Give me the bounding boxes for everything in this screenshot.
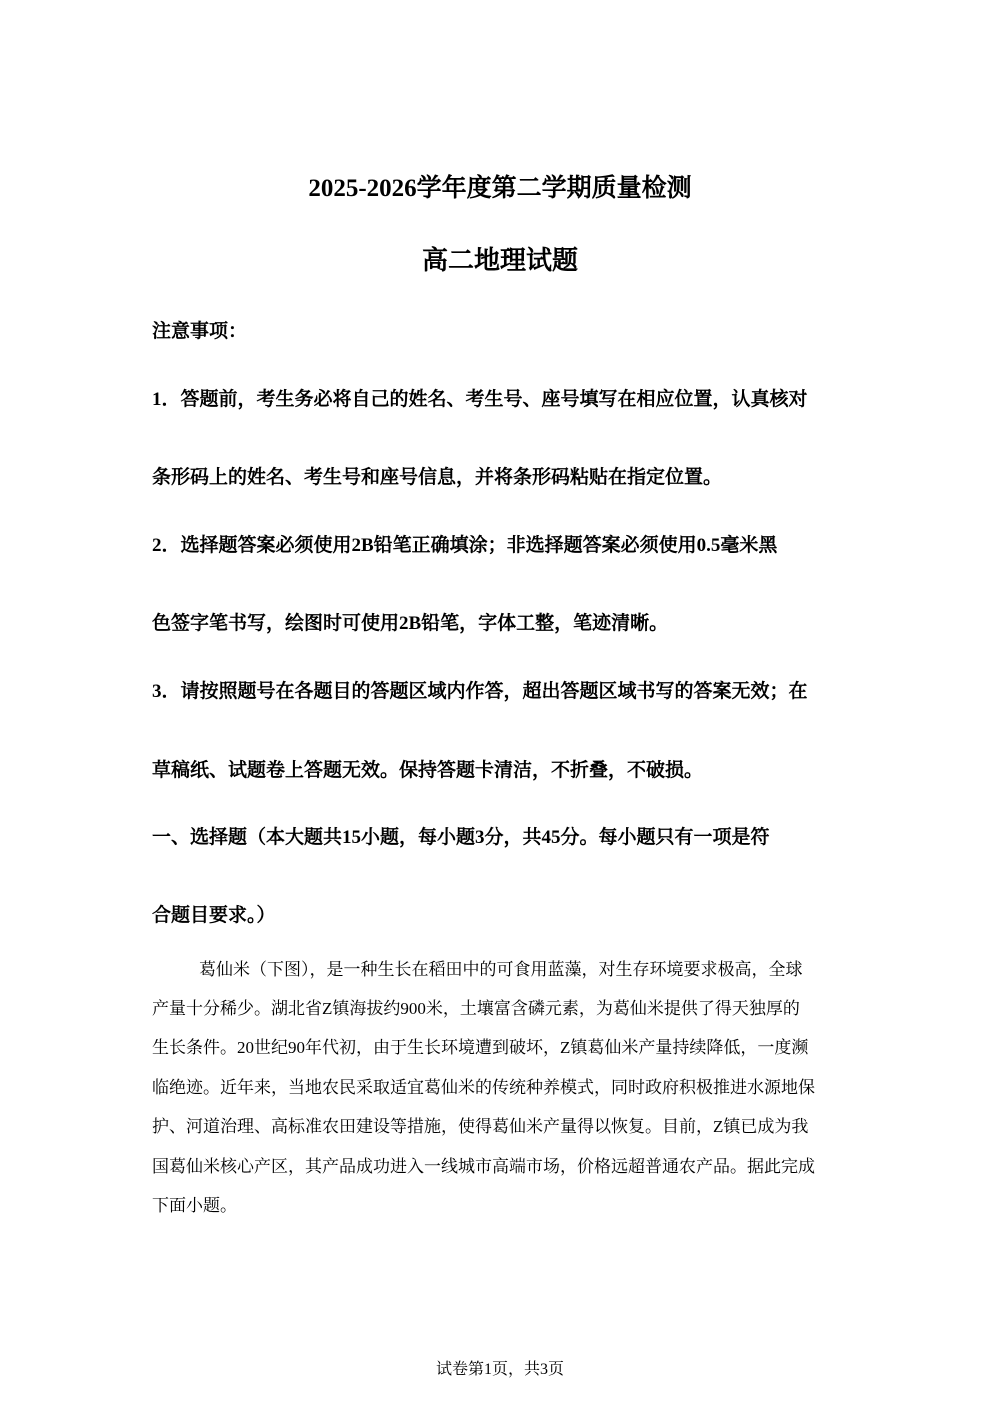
passage-line: 国葛仙米核心产区，其产品成功进入一线城市高端市场，价格远超普通农产品。据此完成 (152, 1157, 815, 1176)
notice-line: 3．请按照题号在各题目的答题区域内作答，超出答题区域书写的答案无效；在 (152, 681, 808, 702)
page-footer: 试卷第1页，共3页 (435, 1361, 564, 1378)
exam-title: 2025-2026学年度第二学期质量检测 (308, 175, 692, 202)
section-heading-line: 合题目要求。） (152, 905, 276, 926)
passage-line: 下面小题。 (152, 1196, 237, 1215)
passage-line: 产量十分稀少。湖北省Z镇海拔约900米，土壤富含磷元素，为葛仙米提供了得天独厚的 (152, 999, 800, 1018)
notice-line: 1．答题前，考生务必将自己的姓名、考生号、座号填写在相应位置，认真核对 (152, 389, 808, 410)
passage-line: 护、河道治理、高标准农田建设等措施，使得葛仙米产量得以恢复。目前，Z镇已成为我 (152, 1117, 809, 1136)
notice-line: 草稿纸、试题卷上答题无效。保持答题卡清洁，不折叠，不破损。 (152, 760, 704, 781)
notice-line: 条形码上的姓名、考生号和座号信息，并将条形码粘贴在指定位置。 (152, 467, 723, 488)
section-heading-line: 一、选择题（本大题共15小题，每小题3分，共45分。每小题只有一项是符 (152, 827, 770, 848)
notice-heading: 注意事项： (152, 321, 248, 342)
passage-line: 临绝迹。近年来，当地农民采取适宜葛仙米的传统种养模式，同时政府积极推进水源地保 (152, 1078, 815, 1097)
passage-line: 葛仙米（下图），是一种生长在稻田中的可食用蓝藻，对生存环境要求极高，全球 (199, 960, 803, 979)
notice-line: 2．选择题答案必须使用2B铅笔正确填涂；非选择题答案必须使用0.5毫米黑 (152, 535, 778, 556)
exam-subtitle: 高二地理试题 (421, 246, 578, 275)
notice-line: 色签字笔书写，绘图时可使用2B铅笔，字体工整，笔迹清晰。 (152, 613, 669, 634)
passage-line: 生长条件。20世纪90年代初，由于生长环境遭到破坏，Z镇葛仙米产量持续降低，一度濒 (152, 1038, 809, 1057)
